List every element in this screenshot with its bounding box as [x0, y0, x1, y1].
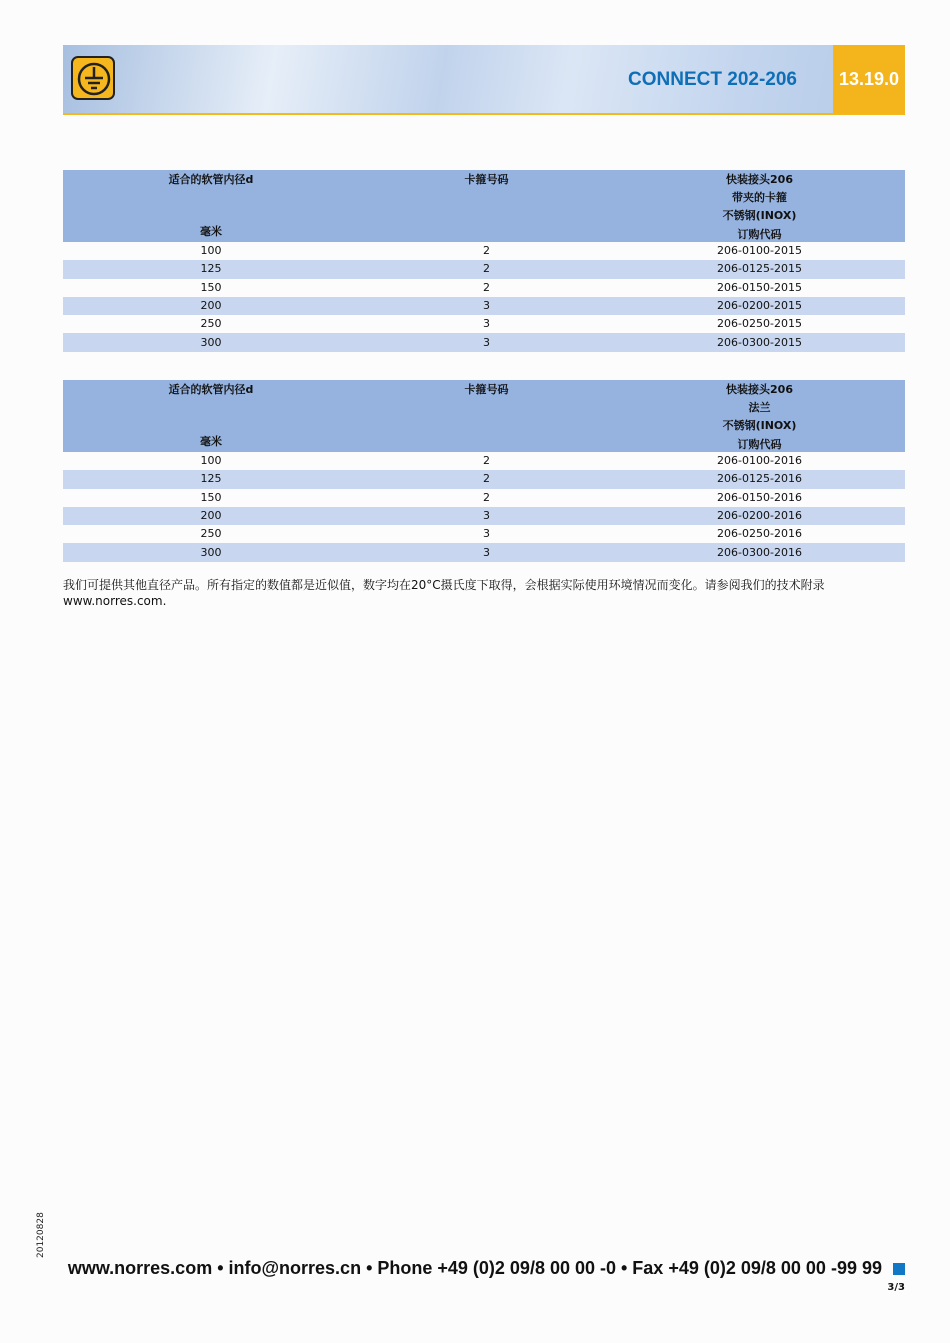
- table-row: 250 3 206-0250-2015: [200, 317, 802, 331]
- page-title: CONNECT 202-206: [628, 69, 797, 90]
- table-row: 150 2 206-0150-2015: [200, 280, 802, 294]
- footer-square-icon: [893, 1263, 905, 1275]
- col-header-clamp-number: 卡箍号码: [359, 170, 614, 242]
- section-number-badge: 13.19.0: [833, 45, 905, 113]
- table-row: 125 2 206-0125-2015: [63, 260, 905, 278]
- col-header-hose-diameter: 适合的软管内径d 毫米: [63, 380, 359, 452]
- table-row: 200 3 206-0200-2016: [63, 507, 905, 525]
- page-header: [63, 45, 905, 115]
- col-header-clamp-number: 卡箍号码: [359, 380, 614, 452]
- ground-symbol-icon: [71, 56, 115, 100]
- table-row: 150 2 206-0150-2016: [200, 490, 802, 504]
- spec-table-clamp: [63, 170, 905, 352]
- col-header-hose-diameter: 适合的软管内径d 毫米: [63, 170, 359, 242]
- table-row: 125 2 206-0125-2016: [63, 470, 905, 488]
- page-number: 3/3: [887, 1282, 905, 1293]
- table-row: 300 3 206-0300-2015: [63, 333, 905, 351]
- spec-table-flange: [63, 380, 905, 562]
- table-row: 200 3 206-0200-2015: [63, 297, 905, 315]
- footnote-text: 我们可提供其他直径产品。所有指定的数值都是近似值，数字均在20°C摄氏度下取得，会根据实际使用环境情况而变化。请参阅我们的技术附录: [63, 578, 825, 592]
- table-row: 300 3 206-0300-2016: [63, 543, 905, 561]
- footnote-link[interactable]: www.norres.com.: [63, 594, 167, 608]
- col-header-order-code: 快装接头206 法兰 不锈钢(INOX) 订购代码: [614, 380, 905, 452]
- table-row: 100 2 206-0100-2015: [200, 244, 802, 258]
- footer-contact: www.norres.com • info@norres.cn • Phone +49 (0)2 09/8 00 00 -0 • Fax +49 (0)2 09/8 00 00 -99 99: [67, 1258, 882, 1278]
- col-header-order-code: 快装接头206 带夹的卡箍 不锈钢(INOX) 订购代码: [614, 170, 905, 242]
- footnote: [63, 577, 905, 609]
- date-code: 20120828: [36, 1212, 46, 1258]
- table-row: 100 2 206-0100-2016: [200, 454, 802, 468]
- table-row: 250 3 206-0250-2016: [200, 527, 802, 541]
